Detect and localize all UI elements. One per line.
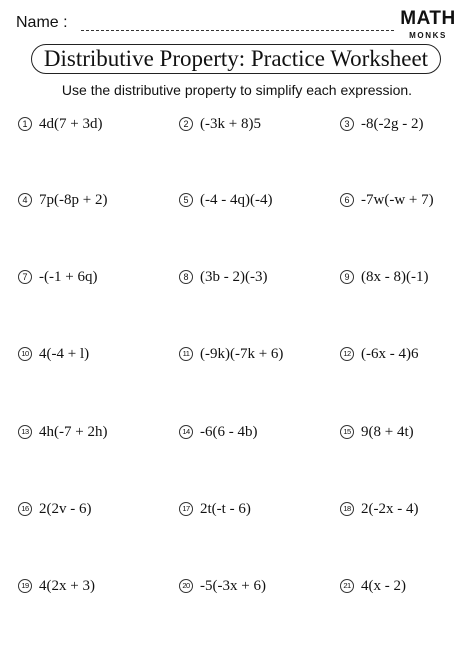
problem-expression: -(-1 + 6q)	[39, 268, 98, 285]
problem-number: 14	[179, 425, 193, 439]
math-monks-logo	[396, 8, 460, 48]
problem-item	[340, 343, 418, 365]
problem-item	[179, 343, 283, 365]
problem-item	[18, 498, 92, 520]
name-label: Name :	[16, 14, 68, 31]
problem-number: 7	[18, 270, 32, 284]
problem-expression: -5(-3x + 6)	[200, 577, 266, 594]
logo-wordmark: MATH	[400, 8, 456, 29]
problem-expression: -6(6 - 4b)	[200, 423, 258, 440]
problem-expression: 4h(-7 + 2h)	[39, 423, 108, 440]
problem-item	[340, 498, 418, 520]
problem-expression: 4(2x + 3)	[39, 577, 95, 594]
problem-number: 13	[18, 425, 32, 439]
name-field	[16, 14, 388, 36]
problem-item	[179, 113, 261, 135]
instructions: Use the distributive property to simplify each expression.	[61, 82, 413, 98]
problem-expression: (-6x - 4)6	[361, 345, 419, 362]
problem-number: 9	[340, 270, 354, 284]
problem-expression: (-4 - 4q)(-4)	[200, 191, 273, 208]
problem-number: 1	[18, 117, 32, 131]
name-line[interactable]	[81, 30, 394, 31]
problem-item	[340, 575, 406, 597]
problem-item	[18, 266, 97, 288]
problem-item	[179, 421, 257, 443]
problem-number: 2	[179, 117, 193, 131]
problem-number: 6	[340, 193, 354, 207]
problem-expression: 4(-4 + l)	[39, 345, 90, 362]
problem-expression: -7w(-w + 7)	[361, 191, 434, 208]
problem-number: 10	[18, 347, 32, 361]
problem-item	[340, 421, 414, 443]
problem-expression: (3b - 2)(-3)	[200, 268, 268, 285]
problem-item	[340, 113, 423, 135]
problem-number: 11	[179, 347, 193, 361]
problem-item	[179, 575, 266, 597]
problem-expression: (8x - 8)(-1)	[361, 268, 429, 285]
problem-number: 3	[340, 117, 354, 131]
worksheet-title-box	[31, 44, 441, 74]
problem-number: 12	[340, 347, 354, 361]
problem-number: 4	[18, 193, 32, 207]
problem-expression: 2(2v - 6)	[39, 500, 92, 517]
problem-number: 19	[18, 579, 32, 593]
problem-item	[18, 343, 89, 365]
problem-number: 16	[18, 502, 32, 516]
problem-expression: 4(x - 2)	[361, 577, 406, 594]
problem-expression: 9(8 + 4t)	[361, 423, 414, 440]
problem-item	[18, 575, 95, 597]
problem-item	[179, 498, 251, 520]
problem-expression: (-9k)(-7k + 6)	[200, 345, 284, 362]
problem-number: 5	[179, 193, 193, 207]
problem-number: 21	[340, 579, 354, 593]
problem-expression: -8(-2g - 2)	[361, 115, 424, 132]
problem-number: 15	[340, 425, 354, 439]
problem-expression: 7p(-8p + 2)	[39, 191, 108, 208]
problem-item	[340, 266, 428, 288]
worksheet-title: Distributive Property: Practice Worksheet	[43, 46, 429, 71]
problem-number: 20	[179, 579, 193, 593]
problem-number: 18	[340, 502, 354, 516]
problem-number: 17	[179, 502, 193, 516]
problem-item	[179, 266, 267, 288]
problem-expression: 2(-2x - 4)	[361, 500, 419, 517]
problem-item	[179, 189, 272, 211]
problem-expression: 4d(7 + 3d)	[39, 115, 103, 132]
problem-expression: (-3k + 8)5	[200, 115, 261, 132]
problem-item	[18, 421, 107, 443]
logo-subtitle: MONKS	[409, 31, 447, 40]
problem-item	[340, 189, 434, 211]
problem-item	[18, 189, 107, 211]
problem-item	[18, 113, 102, 135]
problem-number: 8	[179, 270, 193, 284]
problem-expression: 2t(-t - 6)	[200, 500, 251, 517]
